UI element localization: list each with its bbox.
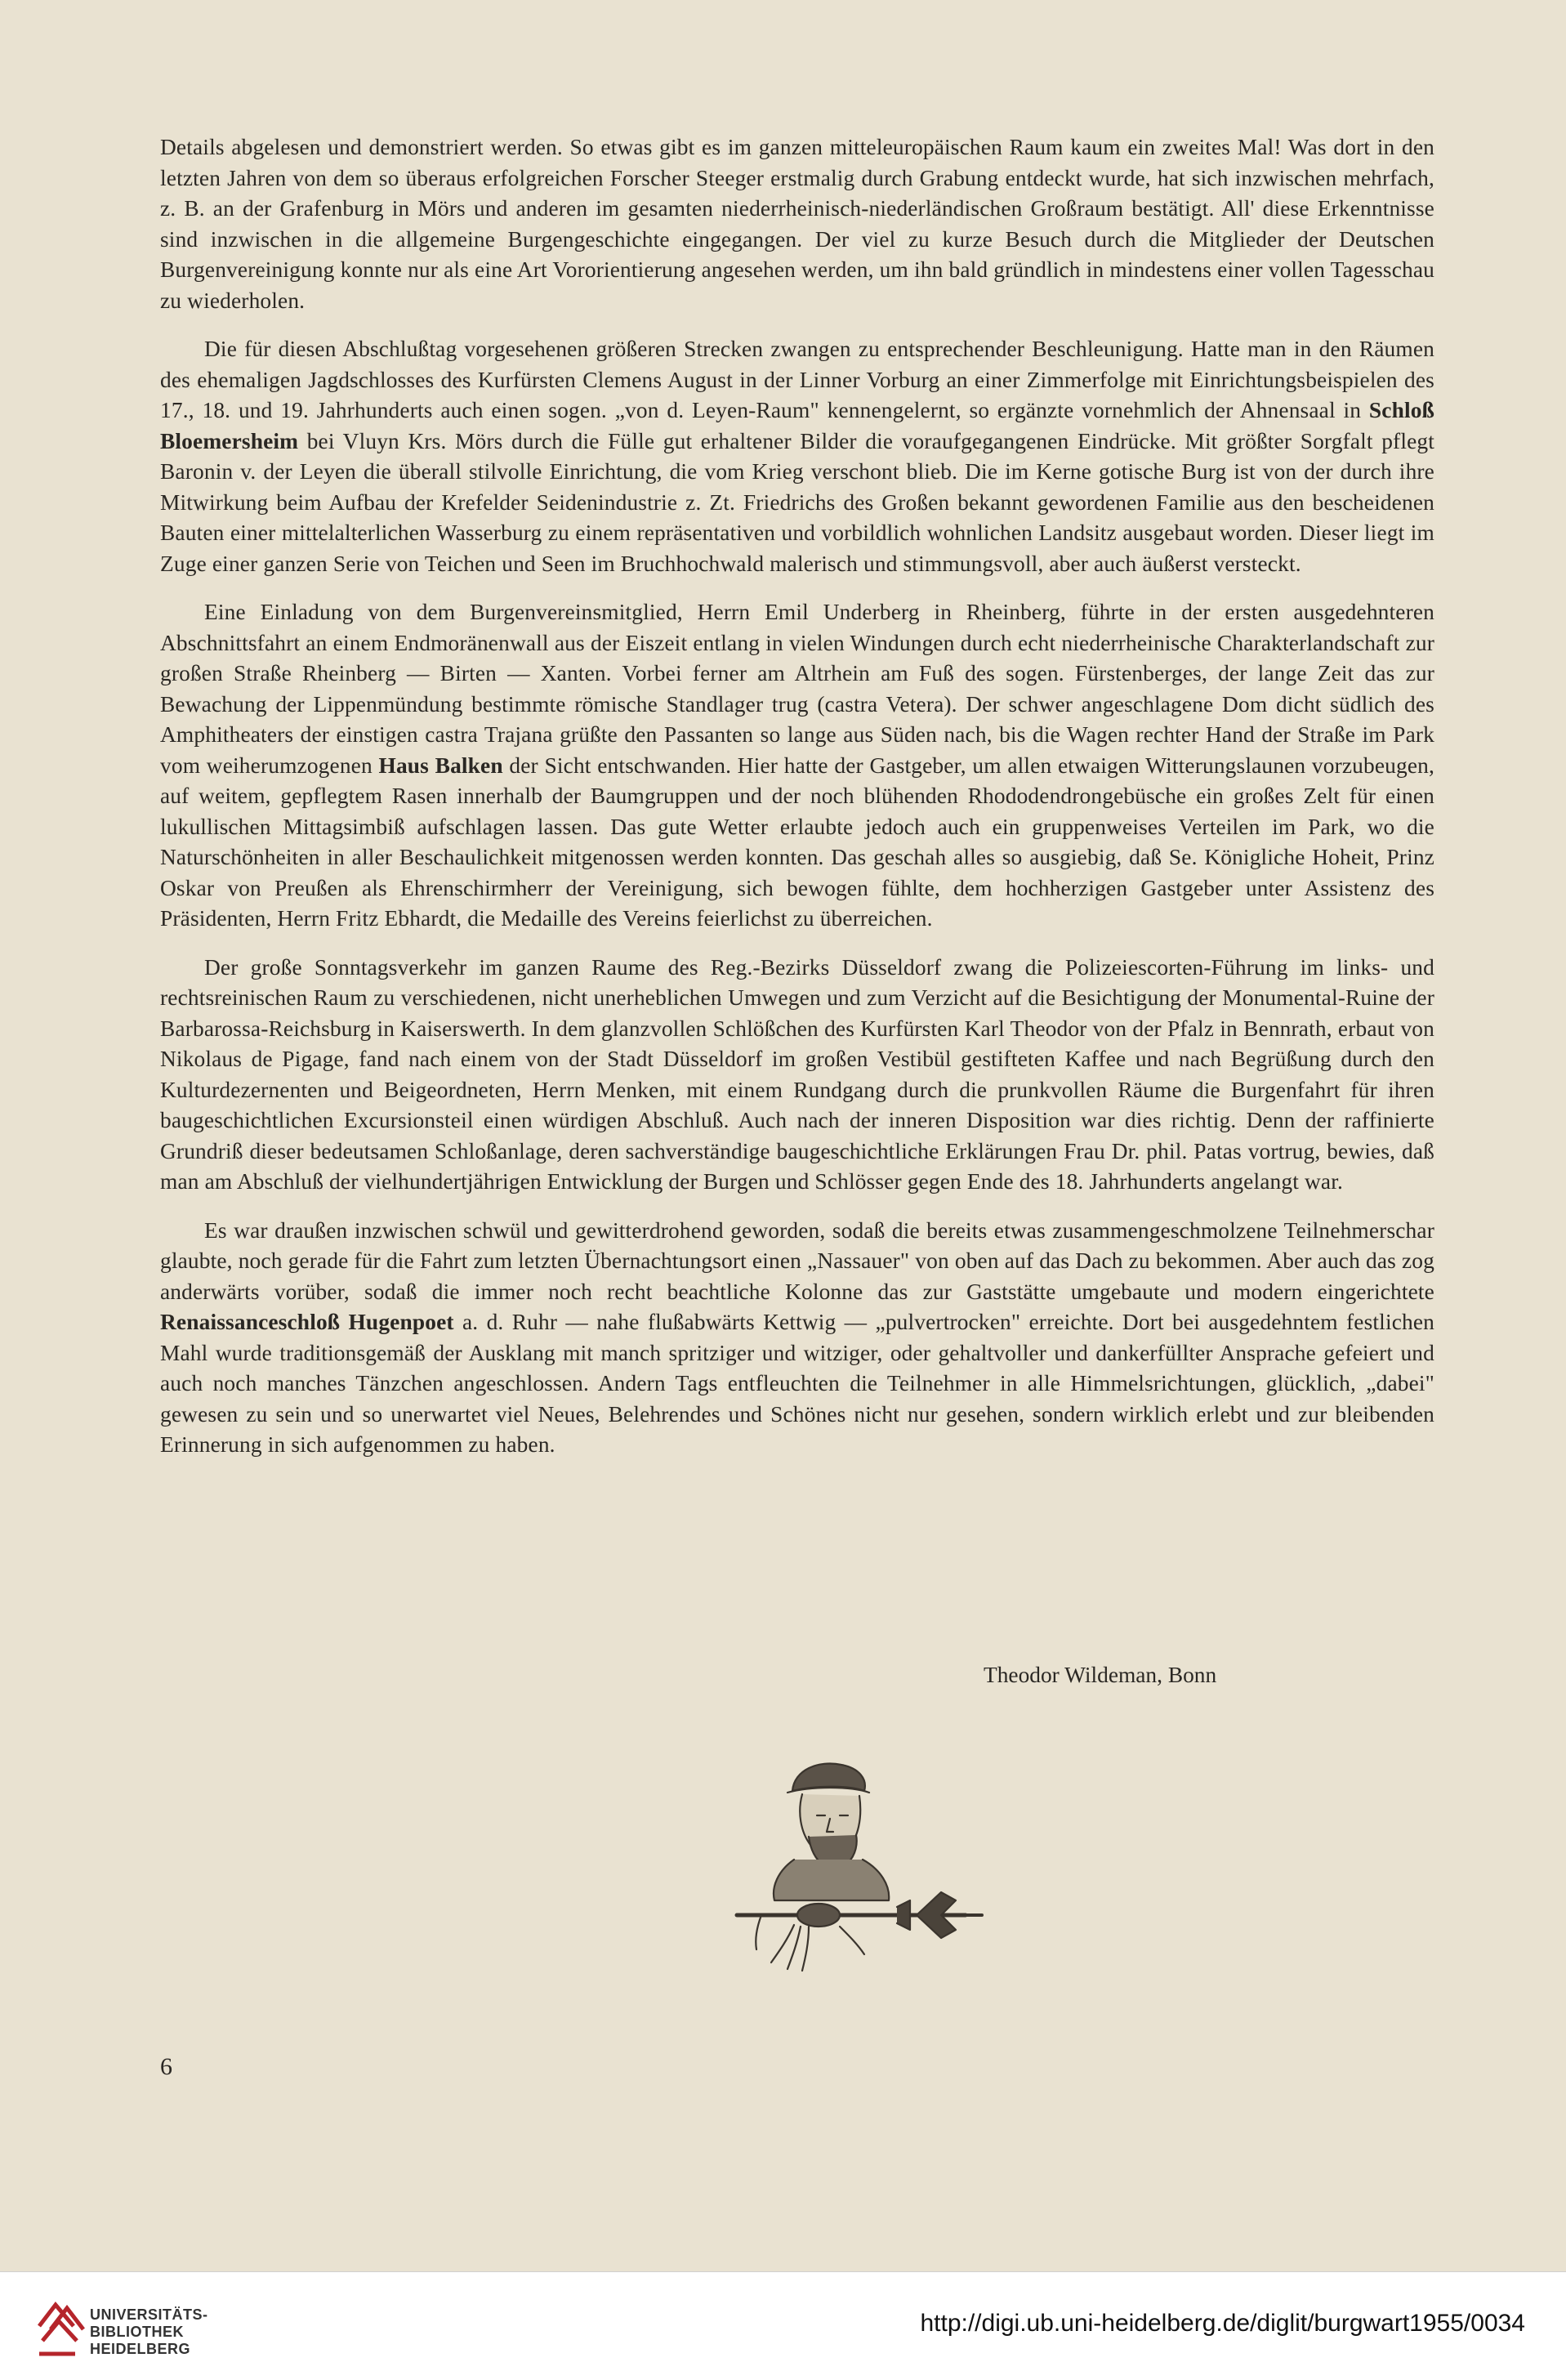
paragraph-5 bbox=[160, 1216, 1434, 1461]
paragraph-text: Die für diesen Abschlußtag vorgesehenen größeren Strecken zwangen zu entsprechender Beschleunigung. Hatte man in den Räumen des ehemaligen Jagdschlosses des Kurfürsten Clemens August in der Linner Vorburg an einer Zimmerfolge mit Einrichtungsbeispielen des 17., 18. und 19. Jahrhunderts auch einen sogen. „von d. Leyen-Raum" kennengelernt, so ergänzte vornehmlich der Ahnensaal in bbox=[160, 337, 1434, 422]
castle-name: Renaissanceschloß Hugenpoet bbox=[160, 1310, 454, 1334]
landsknecht-halberd-vignette-icon bbox=[696, 1740, 990, 1985]
paragraph-4 bbox=[160, 953, 1434, 1198]
page-number: 6 bbox=[160, 2053, 172, 2080]
paragraph-text: a. d. Ruhr — nahe flußabwärts Kettwig — „pulvertrocken" erreichte. Dort bei ausgedehntem festlichen Mahl wurde traditionsgemäß der Ausklang mit manch spritziger und witziger, oder gehaltvoller und dankerfüllter Ansprache gefeiert und auch noch manches Tänzchen angeschlossen. Andern Tags entfleuchten die Teilnehmer in alle Himmelsrichtungen, glücklich, „dabei" gewesen zu sein und so unerwartet viel Neues, Belehrendes und Schönes nicht nur gesehen, sondern wirklich erlebt und zur bleibenden Erinnerung in sich aufgenommen zu haben. bbox=[160, 1310, 1435, 1457]
library-name-line-2: BIBLIOTHEK bbox=[90, 2324, 184, 2340]
library-name bbox=[90, 2306, 208, 2358]
paragraph-text: Der große Sonntagsverkehr im ganzen Raume des Reg.-Bezirks Düsseldorf zwang die Polizeiescorten-Führung im links- und rechtsreinischen Raum zu verschiedenen, nicht unerheblichen Umwegen und zum Verzicht auf die Besichtigung der Monumental-Ruine der Barbarossa-Reichsburg in Kaiserswerth. In dem glanzvollen Schlößchen des Kurfürsten Karl Theodor von der Pfalz in Bennrath, erbaut von Nikolaus de Pigage, fand nach einem von der Stadt Düsseldorf im großen Vestibül gestifteten Kaffee und nach Begrüßung durch den Kulturdezernenten und Beigeordneten, Herrn Menken, mit einem Rundgang durch die prunkvollen Räume die Burgenfahrt für ihren baugeschichtlichen Excursionsteil einen würdigen Abschluß. Auch nach der inneren Disposition war dies richtig. Denn der raffinierte Grundriß dieser bedeutsamen Schloßanlage, deren sachverständige baugeschichtliche Erklärungen Frau Dr. phil. Patas vortrug, bewies, daß man am Abschluß der vielhundertjährigen Entwicklung der Burgen und Schlösser gegen Ende des 18. Jahrhunderts angelangt war. bbox=[160, 954, 1434, 1194]
library-name-line-3: HEIDELBERG bbox=[90, 2341, 191, 2357]
footer-bar bbox=[0, 2271, 1566, 2380]
university-library-logo bbox=[31, 2293, 96, 2362]
paragraph-2 bbox=[160, 334, 1434, 579]
paragraph-text: Es war draußen inzwischen schwül und gewitterdrohend geworden, sodaß die bereits etwas zusammengeschmolzene Teilnehmerschar glaubte, noch gerade für die Fahrt zum letzten Übernachtungsort einen „Nassauer" von oben auf das Dach zu bekommen. Aber auch das zog anderwärts vorüber, sodaß die immer noch recht beachtliche Kolonne das zur Gaststätte umgebaute und modern eingerichtete bbox=[160, 1217, 1434, 1304]
paragraph-text: der Sicht entschwanden. Hier hatte der Gastgeber, um allen etwaigen Witterungslaunen vorzubeugen, auf weitem, gepflegtem Rasen innerhalb der Baumgruppen und der noch blühenden Rhododendrongebüsche ein großes Zelt für einen lukullischen Mittagsimbiß aufschlagen lassen. Das gute Wetter erlaubte jedoch auch ein gruppenweises Verteilen im Park, wo die Naturschönheiten in aller Beschaulichkeit mitgenossen werden konnten. Das geschah alles so ausgiebig, daß Se. Königliche Hoheit, Prinz Oskar von Preußen als Ehrenschirmherr der Vereinigung, sich bewogen fühlte, dem hochherzigen Gastgeber unter Assistenz des Präsidenten, Herrn Fritz Ebhardt, die Medaille des Vereins feierlichst zu überreichen. bbox=[160, 752, 1435, 931]
source-url-link[interactable]: http://digi.ub.uni-heidelberg.de/diglit/burgwart1955/0034 bbox=[920, 2310, 1525, 2337]
castle-name: Haus Balken bbox=[378, 752, 503, 778]
paragraph-text: Details abgelesen und demonstriert werden. So etwas gibt es im ganzen mitteleuropäischen Raum kaum ein zweites Mal! Was dort in den letzten Jahren von dem so überaus erfolgreichen Forscher Steeger erstmalig durch Grabung entdeckt wurde, hat sich inzwischen mehrfach, z. B. an der Grafenburg in Mörs und anderen im gesamten niederrheinisch-niederländischen Großraum bestätigt. All' diese Erkenntnisse sind inzwischen in die allgemeine Burgengeschichte eingegangen. Der viel zu kurze Besuch durch die Mitglieder der Deutschen Burgenvereinigung konnte nur als eine Art Vororientierung angesehen werden, um ihn bald gründlich in mindestens einer vollen Tagesschau zu wiederholen. bbox=[160, 135, 1434, 313]
paragraph-3 bbox=[160, 597, 1434, 935]
library-name-line-1: UNIVERSITÄTS- bbox=[90, 2306, 208, 2323]
castle-name: Schloß Bloemersheim bbox=[160, 398, 1434, 453]
paragraph-text: Eine Einladung von dem Burgenvereinsmitglied, Herrn Emil Underberg in Rheinberg, führte in der ersten ausgedehnteren Abschnittsfahrt an einem Endmoränenwall aus der Eiszeit entlang in vielen Windungen durch echt niederrheinische Charakterlandschaft zur großen Straße Rheinberg — Birten — Xanten. Vorbei ferner am Altrhein am Fuß des sogen. Fürstenberges, der lange Zeit das zur Bewachung der Lippenmündung bestimmte römische Standlager trug (castra Vetera). Der schwer angeschlagene Dom dicht südlich des Amphitheaters der einstigen castra Trajana grüßte den Passanten so lange aus Süden nach, bis die Wagen rechter Hand der Straße im Park vom weiherumzogenen bbox=[160, 600, 1434, 778]
paragraph-1 bbox=[160, 132, 1434, 316]
author-signature: Theodor Wildeman, Bonn bbox=[984, 1663, 1217, 1687]
paragraph-text: bei Vluyn Krs. Mörs durch die Fülle gut erhaltener Bilder die voraufgegangenen Eindrücke. Mit größter Sorgfalt pflegt Baronin v. der Leyen die überall stilvolle Einrichtung, die vom Krieg verschont blieb. Die im Kerne gotische Burg ist von der durch ihre Mitwirkung beim Aufbau der Krefelder Seidenindustrie z. Zt. Friedrichs des Großen bekannt gewordenen Familie aus den bescheidenen Bauten einer mittelalterlichen Wasserburg zu einem repräsentativen und vorbildlich wohnlichen Landsitz ausgebaut worden. Dieser liegt im Zuge einer ganzen Serie von Teichen und Seen im Bruchhochwald malerisch und stimmungsvoll, aber auch äußerst versteckt. bbox=[160, 428, 1434, 576]
article-body bbox=[160, 132, 1434, 1479]
